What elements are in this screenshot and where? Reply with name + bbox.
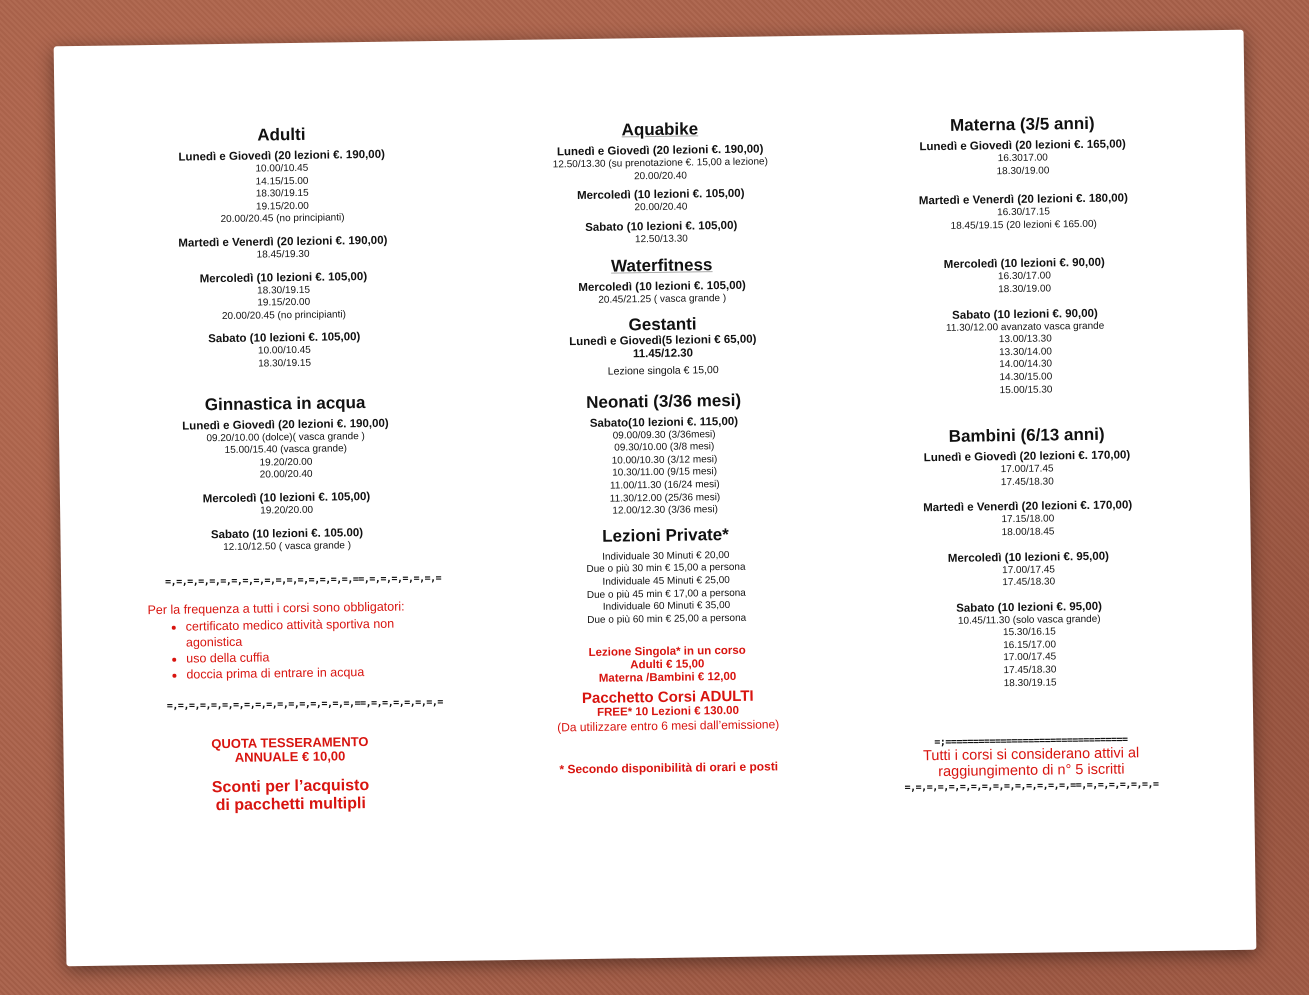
plan-price: Mercoledì (10 lezioni €. 105,00): [578, 280, 746, 295]
time-slot: 09.30/10.00 (3/8 mesi): [614, 441, 715, 454]
time-slot: 19.15/20.00: [257, 296, 311, 309]
requirement-item: • uso della cuffia: [186, 648, 411, 667]
brochure-sheet: [54, 30, 1257, 967]
time-slot: 10.00/10.45: [255, 162, 309, 175]
requirement-item: • doccia prima di entrare in acqua: [186, 664, 411, 683]
package-price: FREE* 10 Lezioni € 130.00: [596, 705, 740, 720]
time-slot: 19.20/20.00: [259, 456, 313, 469]
time-slot: 18.30/19.15: [258, 357, 312, 370]
separator: =;=================================: [934, 734, 1128, 749]
membership-fee-line2: ANNUALE € 10,00: [234, 748, 346, 765]
schedule-group: [887, 306, 1163, 398]
plan-price: Mercoledì (10 lezioni €. 105,00): [202, 490, 371, 506]
schedule-group: [164, 490, 409, 519]
section-title-materna: Materna (3/5 anni): [949, 113, 1095, 135]
time-slot: 18.45/19.15 (20 lezioni € 165.00): [950, 218, 1097, 232]
time-slot: 19.20/20.00: [260, 504, 314, 517]
single-lesson-line3: Materna /Bambini € 12,00: [598, 671, 737, 686]
time-slot: 09.20/10.00 (dolce)( vasca grande ): [206, 430, 365, 444]
time-slot: 10.30/11.00 (9/15 mesi): [612, 466, 718, 479]
time-slot: 11.30/12.00 (25/36 mesi): [609, 491, 721, 505]
time-slot: 18.30/19.00: [996, 165, 1050, 177]
plan-price: Lunedì e Giovedì (20 lezioni €. 165,00): [919, 138, 1126, 154]
time-slot: 13.30/14.00: [999, 346, 1052, 358]
schedule-group: [164, 526, 409, 555]
plan-price: Sabato (10 lezioni €. 105,00): [208, 331, 361, 346]
discount-line2: di pacchetti multipli: [215, 795, 366, 815]
schedule-group: [891, 549, 1167, 591]
schedule-group: [516, 187, 806, 217]
plan-price: Mercoledì (10 lezioni €. 105,00): [199, 270, 368, 285]
package-title: Pacchetto Corsi ADULTI: [581, 687, 754, 708]
time-slot: 17.00/17.45: [1003, 651, 1057, 664]
section-title-adulti: Adulti: [257, 124, 306, 145]
time-slot: 17.00/17.45: [1000, 463, 1054, 476]
time-slot: 20.00/20.40: [634, 201, 688, 214]
plan-price: Lunedì e Giovedì (20 lezioni €. 190,00): [182, 417, 389, 433]
waterfitness-schedule: [517, 279, 807, 309]
time-slot: 18.30/19.15: [1003, 677, 1057, 689]
time-slot: 12.50/13.30: [634, 233, 688, 246]
schedule-group: [516, 219, 806, 249]
plan-price: Mercoledì (10 lezioni €. 90,00): [943, 257, 1105, 272]
plan-price: Sabato (10 lezioni €. 90,00): [952, 307, 1098, 322]
schedule-group: [517, 279, 807, 309]
footnote: * Secondo disponibilità di orari e posti: [559, 759, 779, 777]
discount-line1: Sconti per l’acquisto: [211, 777, 370, 797]
section-title-waterfitness: Waterfitness: [610, 255, 713, 276]
column-middle: [515, 118, 814, 777]
package-validity: (Da utilizzare entro 6 mesi dall’emissione): [557, 717, 780, 735]
separator: =,=,=,=,=,=,=,=,=,=,=,=,=,=,=,=,=,==,=,=,=,=,=,=,=: [166, 697, 443, 712]
section-title-ginnastica: Ginnastica in acqua: [204, 392, 366, 414]
schedule-group: [889, 449, 1165, 491]
materna-schedule: [885, 138, 1164, 399]
time-slot: 18.45/19.30: [256, 248, 310, 261]
time-slot: 13.00/13.30: [998, 333, 1052, 346]
separator: =,=,=,=,=,=,=,=,=,=,=,=,=,=,=,=,=,==,=,=,=,=,=,=,=: [165, 573, 442, 588]
single-lesson-line2: Adulti € 15,00: [630, 658, 705, 672]
time-slot: 20.45/21.25 ( vasca grande ): [598, 293, 727, 307]
time-slot: 17.45/18.30: [1003, 664, 1057, 677]
schedule-group: [519, 414, 810, 519]
time-slot: 16.3017.00: [997, 152, 1048, 165]
ginnastica-schedule: [163, 417, 410, 555]
activation-note-line2: raggiungimento di n° 5 iscritti: [938, 761, 1125, 781]
section-title-gestanti: Gestanti: [628, 314, 697, 335]
requirements-title: Per la frequenza a tutti i corsi sono obbligatori:: [147, 599, 405, 618]
separator: =,=,=,=,=,=,=,=,=,=,=,=,=,=,=,==,=,=,=,=,=,=,=: [904, 779, 1159, 794]
plan-price: Martedì e Venerdì (20 lezioni €. 180,00): [918, 192, 1128, 208]
time-slot: 20.00/20.45 (no principianti): [220, 212, 345, 226]
private-lesson-line: Individuale 60 Minuti € 35,00: [602, 600, 731, 613]
membership-fee-line1: QUOTA TESSERAMENTO: [211, 734, 369, 752]
time-slot: 16.30/17.15: [997, 206, 1051, 219]
time-slot: 17.00/17.45: [1002, 563, 1056, 576]
schedule-group: [161, 270, 407, 324]
schedule-group: [891, 600, 1167, 692]
gestanti-note: Lezione singola € 15,00: [607, 364, 719, 378]
time-slot: 16.15/17.00: [1003, 639, 1057, 652]
time-slot: 20.00/20.45 (no principianti): [221, 309, 346, 322]
time-slot: 10.00/10.30 (3/12 mesi): [611, 453, 718, 467]
schedule-group: [163, 417, 409, 484]
plan-price: Mercoledì (10 lezioni €. 95,00): [947, 550, 1109, 565]
time-slot: 15.00/15.30: [999, 383, 1053, 396]
time-slot: 17.45/18.30: [1002, 576, 1056, 589]
plan-price: Lunedì e Giovedì (20 lezioni €. 170,00): [923, 449, 1131, 465]
time-slot: 12.50/13.30 (su prenotazione €. 15,00 a lezione): [552, 156, 768, 171]
plan-price: Sabato (10 lezioni €. 105.00): [210, 526, 364, 541]
plan-price: Sabato(10 lezioni €. 115,00): [589, 415, 739, 430]
time-slot: 19.15/20.00: [255, 200, 309, 213]
plan-price: Martedì e Venerdì (20 lezioni €. 190,00): [178, 234, 388, 250]
schedule-group: [515, 143, 806, 185]
section-title-neonati: Neonati (3/36 mesi): [586, 390, 742, 412]
plan-price: Lunedì e Giovedì (20 lezioni €. 190,00): [556, 143, 764, 159]
private-lesson-line: Due o più 60 min € 25,00 a persona: [587, 612, 747, 626]
schedule-group: [887, 256, 1163, 298]
single-lesson-line1: Lezione Singola* in un corso: [588, 645, 746, 660]
section-title-aquabike: Aquabike: [621, 119, 699, 140]
requirements-box: [147, 599, 411, 684]
plan-price: Lunedì e Giovedì (20 lezioni €. 190,00): [178, 148, 385, 164]
plan-price: Sabato (10 lezioni €. 105,00): [585, 219, 738, 234]
column-right: [885, 113, 1170, 802]
requirement-item: • certificato medico attività sportiva non agonistica: [186, 616, 411, 651]
private-lesson-line: Individuale 45 Minuti € 25,00: [602, 574, 730, 588]
column-left: [147, 123, 443, 815]
time-slot: 16.30/17.00: [997, 270, 1051, 283]
time-slot: 11.00/11.30 (16/24 mesi): [609, 479, 720, 492]
schedule-group: [885, 138, 1161, 180]
time-slot: 20.00/20.40: [634, 170, 687, 182]
schedule-group: [890, 499, 1166, 541]
time-slot: 10.00/10.45: [257, 345, 311, 357]
time-slot: 17.45/18.30: [1000, 476, 1054, 488]
time-slot: 18.30/19.15: [255, 187, 309, 200]
adulti-schedule: [159, 148, 407, 372]
time-slot: 20.00/20.40: [259, 469, 313, 481]
time-slot: 18.30/19.15: [257, 284, 311, 297]
time-slot: 14.15/15.00: [255, 175, 309, 188]
schedule-group: [162, 331, 408, 373]
section-title-private: Lezioni Private*: [602, 524, 729, 546]
gestanti-time: 11.45/12.30: [632, 347, 694, 361]
private-lessons-list: [521, 549, 812, 629]
time-slot: 18.00/18.45: [1001, 526, 1055, 539]
time-slot: 15.00/15.40 (vasca grande): [224, 443, 348, 457]
schedule-group: [886, 192, 1162, 234]
time-slot: 12.00/12.30 (3/36 mesi): [612, 504, 719, 517]
time-slot: 15.30/16.15: [1002, 626, 1056, 639]
plan-price: Martedì e Venerdì (20 lezioni €. 170,00): [923, 499, 1133, 515]
plan-price: Mercoledì (10 lezioni €. 105,00): [576, 187, 745, 203]
private-lesson-line: Due o più 30 min € 15,00 a persona: [586, 562, 746, 576]
schedule-group: [160, 234, 405, 263]
neonati-schedule: [519, 414, 810, 519]
gestanti-plan: Lunedì e Giovedì(5 lezioni € 65,00): [569, 333, 757, 349]
time-slot: 14.00/14.30: [999, 358, 1053, 371]
time-slot: 12.10/12.50 ( vasca grande ): [223, 539, 352, 553]
time-slot: 11.30/12.00 avanzato vasca grande: [945, 320, 1105, 334]
private-lesson-line: Individuale 30 Minuti € 20,00: [602, 549, 730, 563]
private-lesson-line: Due o più 45 min € 17,00 a persona: [586, 587, 746, 601]
schedule-group: [159, 148, 405, 227]
time-slot: 18.30/19.00: [998, 283, 1052, 296]
time-slot: 09.00/09.30 (3/36mesi): [612, 428, 716, 442]
time-slot: 17.15/18.00: [1001, 513, 1055, 526]
plan-price: Sabato (10 lezioni €. 95,00): [956, 600, 1103, 615]
aquabike-schedule: [515, 143, 806, 248]
time-slot: 10.45/11.30 (solo vasca grande): [957, 613, 1101, 627]
section-title-bambini: Bambini (6/13 anni): [948, 424, 1105, 447]
activation-note-line1: Tutti i corsi si considerano attivi al: [922, 745, 1140, 765]
bambini-schedule: [889, 449, 1167, 692]
time-slot: 14.30/15.00: [999, 371, 1053, 384]
